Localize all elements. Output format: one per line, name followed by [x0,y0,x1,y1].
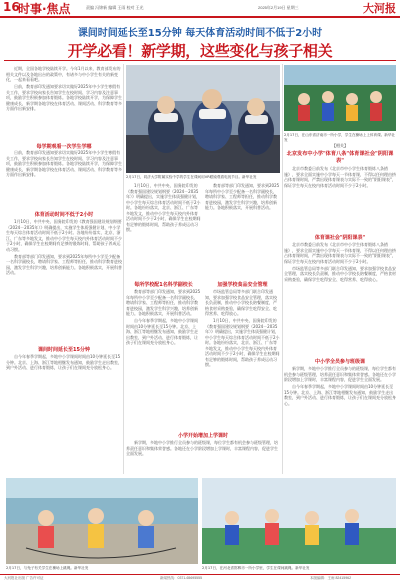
pe-class-illustration [284,65,396,131]
rope-skipping-illustration [6,478,198,564]
column-3-text-b: 市场监管总局等多部门联合印发通知，要求加强学校食品安全管理，落实校长负责制，推动中小学校长陪餐制度，严格食材采购查验，确保学生吃得安全、吃得营养、吃得放心。 1月10日，中共中央、国务院印发的《教育强国建设规划纲要（2024－2035年）》明确提出，实施学生体质强健计划，中小学生每天综合体育活动时间不低于2小时。各地纷纷落实，北京、浙江、广东等多地发文，推动中小学生每天校内外体育活动时间不少于2小时，确保学生在校期间有足够的锻炼时间，帮助孩子养成运动习惯。 [205,289,280,367]
column-3-text-a: 教育部等部门印发通知，要求到2025年每所中小学至少配备一名科学副校长，聘请科学家、工程师等担任，推动科学教育进校园，激发学生科学兴趣，培养创新能力。各地积极落实，开展科普活动。 [205,183,280,210]
editor-credits: 责编 冯锦新 编辑 王雨 校对 王光 [86,5,144,10]
section-heading-9: 小学开始增加上学课时 [177,433,228,439]
footer-left: 大河报社出版 广告许可证 [4,576,44,580]
photo-bottom-right-caption: 2月17日，在河北省邯郸市一所小学里，学生在课间跳绳。新华社发 [202,566,310,570]
column-2-text-b: 教育部等部门印发通知，要求到2025年每所中小学至少配备一名科学副校长，聘请科学家、工程师等担任，推动科学教育进校园，激发学生科学兴趣，培养创新能力。各地积极落实，开展科普活动。 自今年春季学期起，多地中小学课间时间由10分钟延长至15分钟。北京、上海、浙江等地相继发布通知，鼓励学生走出教室，到户外活动、进行体育锻炼，让孩子们在课间充分放松身心。 [126,289,201,345]
newspaper-logo: 大河报 [363,2,396,15]
photo-bottom-left [6,478,198,564]
issue-date: 2025年2月19日 星期三 [258,5,299,10]
section-heading-3: 课间时间延长至15分钟 [38,347,90,353]
footer-phone: 新闻热线：0371-65695555 [160,576,203,580]
section-heading-4: 每所学校配1名科学副校长 [134,282,193,288]
column-divider-1 [123,64,124,474]
photo-right-caption: 2月17日，在山东省济南市一所小学，学生在操场上上体育课。新华社发 [284,133,396,142]
photo-vr-students [126,65,280,173]
column-1-text-c: 自今年春季学期起，多地中小学课间时间由10分钟延长至15分钟。北京、上海、浙江等地相继发布通知，鼓励学生走出教室，到户外活动、进行体育锻炼，让孩子们在课间充分放松身心。 [6,354,122,370]
section-heading-6: 北京发布中小学"体育八条"体育课社会"阴阳课表" [286,151,394,164]
lead-paragraph: 近期，全国各地学校陆续开学。今年1月以来，教育部发布的相关文件以及各地出台的政策中，有诸多与中小学生有关的新变化，一起来看看吧。 日前，教育部印发通知要求切实做好2025年中小学生寒假有关工作，要求学校向家长告知学生在校时间、学习内容及注意事项，鼓励学生积极参加体育锻炼。各地学校陆续开学，为保障学生健康成长，新学期各地学校在体育活动、课间活动、科学教育等多方面作出新安排。 [6,66,122,111]
title-rule [4,60,396,61]
photo-bottom-left-caption: 2月17日，与兔子有关学生在操场上跳绳。新华社发 [6,566,89,570]
vr-classroom-illustration [126,65,280,173]
column-4-text-a: 北京市教委日前发布《北京市中小学生体育锻炼八条措施》，要求全面实施中小学每天一节体育课，不得以任何理由挤占体育课时间，严禁出现体育课表与实际不一致的"阴阳课表"，保证学生每天在校内体育活动时间不少于2小时。 [284,166,396,188]
column-4-text-b: 北京市教委日前发布《北京市中小学生体育锻炼八条措施》，要求全面实施中小学每天一节体育课，不得以任何理由挤占体育课时间，严禁出现体育课表与实际不一致的"阴阳课表"，保证学生每天在校内体育活动时间不少于2小时。 市场监管总局等多部门联合印发通知，要求加强学校食品安全管理，落实校长负责制，推动中小学校长陪餐制度，严格食材采购查验，确保学生吃得安全、吃得营养、吃得放心。 [284,242,396,282]
column-2-text-a: 1月10日，中共中央、国务院印发的《教育强国建设规划纲要（2024－2035年）》明确提出，实施学生体质强健计划，中小学生每天综合体育活动时间不低于2小时。各地纷纷落实，北京、浙江、广东等多地发文，推动中小学生每天校内外体育活动时间不少于2小时，确保学生在校期间有足够的锻炼时间，帮助孩子养成运动习惯。 [126,183,201,232]
column-divider-2 [282,64,283,474]
section-heading-5: 加强学校食品安全管理 [217,282,268,288]
column-1-text-a: 日前，教育部印发通知要求切实做好2025年中小学生寒假有关工作，要求学校向家长告知学生在校时间、学习内容及注意事项，鼓励学生积极参加体育锻炼。各地学校陆续开学，为保障学生健康成长，新学期各地学校在体育活动、课间活动、科学教育等多方面作出新安排。 [6,150,122,177]
article-subtitle: 课间时间延长至15分钟 每天体育活动时间不低于2小时 [77,28,323,39]
photo-bottom-right [202,478,396,564]
playground-illustration [202,478,396,564]
related-tag: 【相关】 [332,143,348,148]
section-heading-2: 体育活动时间不低于2小时 [34,212,94,218]
section-heading-1: 每学期观看一次学生学哪 [36,144,92,150]
page-header [0,0,400,18]
article-title: 开学必看！新学期，这些变化与孩子相关 [67,42,333,60]
section-heading-7: 体育课社会"阴阳课表" [314,235,366,241]
section-heading-8: 中小学全员参与班级课 [314,359,365,365]
column-4-text-c: 新学期，多地中小学推行全员参与的班级课，每位学生都有机会参与班级管理，培养责任意识和集体荣誉感。各地还在小学阶段增加上学课时，丰富课程内容，促进学生全面发展。 自今年春季学期起，多地中小学课间时间由10分钟延长至15分钟。北京、上海、浙江等地相继发布通知，鼓励学生走出教室，到户外活动、进行体育锻炼，让孩子们在课间充分放松身心。 [284,366,396,406]
photo-pe-class [284,65,396,131]
column-2-text-c: 新学期，多地中小学推行全员参与的班级课，每位学生都有机会参与班级管理，培养责任意识和集体荣誉感。各地还在小学阶段增加上学课时，丰富课程内容，促进学生全面发展。 [126,440,278,456]
section-name: 时事·焦点 [18,2,71,16]
page-number: 16 [3,0,20,14]
footer-right: 本版编辑：王雨 82415962 [310,576,352,580]
column-1-text-b: 1月10日，中共中央、国务院印发的《教育强国建设规划纲要（2024－2035年）》明确提出，实施学生体质强健计划，中小学生每天综合体育活动时间不低于2小时。各地纷纷落实，北京、浙江、广东等多地发文，推动中小学生每天校内外体育活动时间不少于2小时，确保学生在校期间有足够的锻炼时间，帮助孩子养成运动习惯。 教育部等部门印发通知，要求到2025年每所中小学至少配备一名科学副校长，聘请科学家、工程师等担任，推动科学教育进校园，激发学生科学兴趣，培养创新能力。各地积极落实，开展科普活动。 [6,219,122,275]
photo-top-caption: 2月17日，同济大学附属实验中学的学生在课间用VR眼镜观看电视节目。新华社发 [126,175,257,179]
